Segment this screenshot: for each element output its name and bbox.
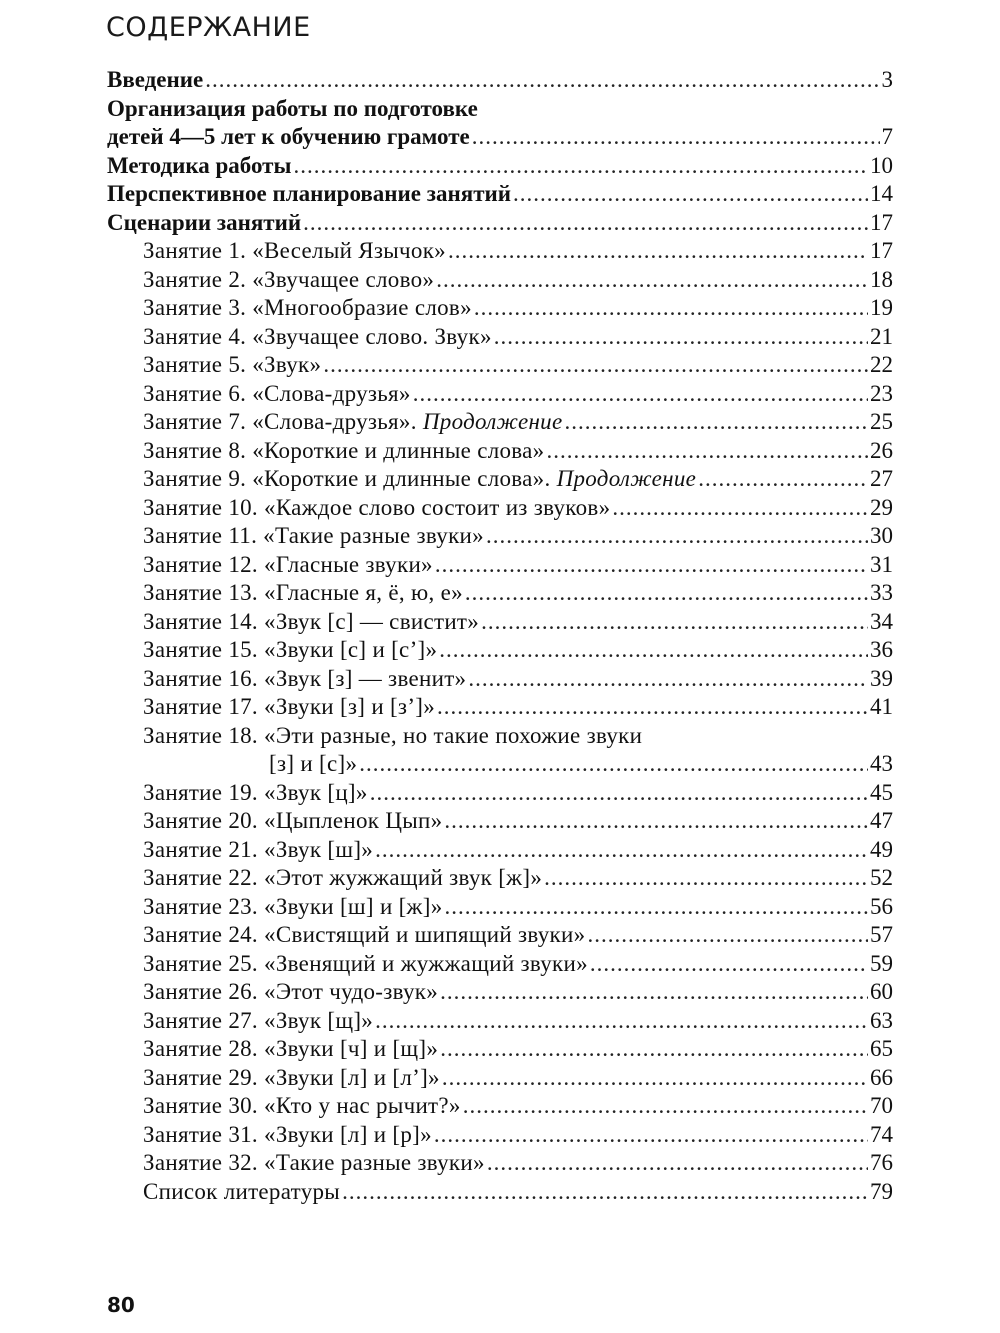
dot-leader xyxy=(590,950,868,979)
entry-page: 3 xyxy=(881,67,893,92)
dot-leader xyxy=(342,1178,868,1207)
entry-page: 57 xyxy=(870,922,893,947)
entry-page: 60 xyxy=(870,979,893,1004)
toc-entry-lesson-27[interactable] xyxy=(107,1007,893,1036)
toc-entry-lesson-14[interactable] xyxy=(107,608,893,637)
entry-title: Занятие 32. «Такие разные звуки» xyxy=(143,1150,485,1175)
toc-entry-lesson-2[interactable] xyxy=(107,266,893,295)
entry-title: Занятие 4. «Звучащее слово. Звук» xyxy=(143,323,492,349)
toc-entry-lesson-22[interactable] xyxy=(107,864,893,893)
entry-title: Занятие 23. «Звуки [ш] и [ж]» xyxy=(143,893,443,919)
entry-page: 22 xyxy=(870,352,893,377)
entry-title: детей 4—5 лет к обучению грамоте xyxy=(107,124,470,149)
entry-page: 17 xyxy=(870,209,893,235)
entry-title: Занятие 13. «Гласные я, ё, ю, е» xyxy=(143,580,463,605)
entry-page: 14 xyxy=(870,181,893,206)
entry-title: Занятие 6. «Слова-друзья» xyxy=(143,380,411,406)
toc-entry-lesson-6[interactable] xyxy=(107,380,893,409)
toc-entry-lesson-20[interactable] xyxy=(107,807,893,836)
dot-leader xyxy=(513,180,868,209)
dot-leader xyxy=(434,1121,868,1150)
dot-leader xyxy=(375,1007,868,1036)
entry-title: Занятие 19. «Звук [ц]» xyxy=(143,779,368,805)
entry-page: 26 xyxy=(870,437,893,463)
dot-leader xyxy=(494,323,868,352)
dot-leader xyxy=(303,209,868,238)
entry-page: 79 xyxy=(870,1178,893,1204)
toc-entry-lesson-31[interactable] xyxy=(107,1121,893,1150)
toc-entry-lesson-18-line2[interactable] xyxy=(107,750,893,779)
toc-entry-lesson-13[interactable] xyxy=(107,579,893,608)
dot-leader xyxy=(440,978,868,1007)
dot-leader xyxy=(442,1064,868,1093)
dot-leader xyxy=(474,294,868,323)
dot-leader xyxy=(323,351,868,380)
toc-entry-lesson-32[interactable] xyxy=(107,1149,893,1178)
dot-leader xyxy=(439,636,868,665)
continuation-note: Продолжение xyxy=(422,409,563,434)
toc-entry-lesson-7[interactable] xyxy=(107,408,893,437)
entry-title: Занятие 21. «Звук [ш]» xyxy=(143,836,374,862)
dot-leader xyxy=(544,864,868,893)
toc-entry-lesson-11[interactable] xyxy=(107,522,893,551)
dot-leader xyxy=(546,437,868,466)
entry-title: Занятие 16. «Звук [з] — звенит» xyxy=(143,665,467,691)
toc-entry-planning[interactable] xyxy=(107,180,893,209)
entry-title: Занятие 30. «Кто у нас рычит?» xyxy=(143,1093,461,1118)
dot-leader xyxy=(445,893,868,922)
toc-entry-lesson-3[interactable] xyxy=(107,294,893,323)
entry-title: Список литературы xyxy=(143,1178,341,1204)
dot-leader xyxy=(440,1035,868,1064)
entry-title: Занятие 18. «Эти разные, но такие похожие звуки xyxy=(143,722,643,748)
dot-leader xyxy=(587,921,868,950)
toc-entry-lesson-9[interactable] xyxy=(107,465,893,494)
toc-entry-scenarios[interactable] xyxy=(107,209,893,238)
entry-title: Перспективное планирование занятий xyxy=(107,181,511,206)
entry-page: 18 xyxy=(870,266,893,292)
toc-entry-lesson-16[interactable] xyxy=(107,665,893,694)
toc-entry-lesson-5[interactable] xyxy=(107,351,893,380)
dot-leader xyxy=(465,579,868,608)
entry-page: 17 xyxy=(870,238,893,263)
entry-page: 34 xyxy=(870,608,893,634)
entry-page: 27 xyxy=(870,466,893,491)
entry-title: Занятие 3. «Многообразие слов» xyxy=(143,295,472,320)
toc-entry-lesson-24[interactable] xyxy=(107,921,893,950)
entry-page: 70 xyxy=(870,1093,893,1118)
dot-leader xyxy=(435,551,868,580)
entry-title: Занятие 24. «Свистящий и шипящий звуки» xyxy=(143,922,586,947)
toc-entry-lesson-4[interactable] xyxy=(107,323,893,352)
toc-entry-lesson-28[interactable] xyxy=(107,1035,893,1064)
entry-page: 47 xyxy=(870,808,893,833)
dot-leader xyxy=(612,494,868,523)
entry-title: Методика работы xyxy=(107,152,292,178)
dot-leader xyxy=(370,779,868,808)
entry-title: Занятие 8. «Короткие и длинные слова» xyxy=(143,437,545,463)
toc-entry-organization-line2[interactable] xyxy=(107,123,893,152)
entry-page: 36 xyxy=(870,637,893,662)
entry-title: Занятие 25. «Звенящий и жужжащий звуки» xyxy=(143,950,588,976)
entry-title: Занятие 2. «Звучащее слово» xyxy=(143,266,435,292)
dot-leader xyxy=(487,1149,868,1178)
entry-title: Занятие 9. «Короткие и длинные слова». Продолжение xyxy=(143,466,697,491)
entry-title: Занятие 26. «Этот чудо-звук» xyxy=(143,979,439,1004)
entry-page: 33 xyxy=(870,580,893,605)
entry-page: 59 xyxy=(870,950,893,976)
toc-entry-lesson-15[interactable] xyxy=(107,636,893,665)
dot-leader xyxy=(436,266,868,295)
toc-entry-introduction[interactable] xyxy=(107,66,893,95)
entry-page: 30 xyxy=(870,523,893,548)
entry-title: Занятие 15. «Звуки [с] и [с’]» xyxy=(143,637,438,662)
dot-leader xyxy=(463,1092,868,1121)
toc-entry-lesson-26[interactable] xyxy=(107,978,893,1007)
entry-title: [з] и [с]» xyxy=(269,751,358,776)
entry-page: 74 xyxy=(870,1121,893,1147)
entry-page: 31 xyxy=(870,551,893,577)
entry-title: Занятие 28. «Звуки [ч] и [щ]» xyxy=(143,1036,439,1061)
entry-title: Сценарии занятий xyxy=(107,209,302,235)
entry-title: Введение xyxy=(107,67,204,92)
entry-title: Занятие 20. «Цыпленок Цып» xyxy=(143,808,443,833)
toc-entry-lesson-29[interactable] xyxy=(107,1064,893,1093)
continuation-note: Продолжение xyxy=(556,466,697,491)
toc-entry-lesson-18-line1[interactable] xyxy=(107,722,893,751)
toc-entry-lesson-21[interactable] xyxy=(107,836,893,865)
dot-leader xyxy=(448,237,868,266)
toc-entry-lesson-1[interactable] xyxy=(107,237,893,266)
entry-title: Занятие 17. «Звуки [з] и [з’]» xyxy=(143,694,436,719)
dot-leader xyxy=(205,66,879,95)
entry-page: 66 xyxy=(870,1064,893,1090)
entry-title: Занятие 29. «Звуки [л] и [л’]» xyxy=(143,1064,440,1090)
page-number: 80 xyxy=(107,1293,135,1317)
entry-page: 10 xyxy=(870,152,893,178)
entry-page: 76 xyxy=(870,1150,893,1175)
entry-page: 29 xyxy=(870,494,893,520)
dot-leader xyxy=(486,522,868,551)
entry-page: 49 xyxy=(870,836,893,862)
entry-page: 39 xyxy=(870,665,893,691)
toc-entry-lesson-10[interactable] xyxy=(107,494,893,523)
dot-leader xyxy=(472,123,880,152)
toc-entry-lesson-23[interactable] xyxy=(107,893,893,922)
entry-page: 19 xyxy=(870,295,893,320)
entry-title: Занятие 22. «Этот жужжащий звук [ж]» xyxy=(143,865,543,890)
dot-leader xyxy=(468,665,868,694)
dot-leader xyxy=(437,693,868,722)
entry-page: 63 xyxy=(870,1007,893,1033)
dot-leader xyxy=(698,465,868,494)
entry-title: Занятие 27. «Звук [щ]» xyxy=(143,1007,374,1033)
table-of-contents xyxy=(107,66,893,1206)
entry-page: 45 xyxy=(870,779,893,805)
toc-entry-organization-line1[interactable] xyxy=(107,95,893,124)
entry-page: 23 xyxy=(870,380,893,406)
entry-page: 21 xyxy=(870,323,893,349)
dot-leader xyxy=(293,152,868,181)
entry-title: Занятие 12. «Гласные звуки» xyxy=(143,551,433,577)
entry-title: Занятие 14. «Звук [с] — свистит» xyxy=(143,608,480,634)
toc-entry-lesson-25[interactable] xyxy=(107,950,893,979)
entry-title: Занятие 31. «Звуки [л] и [р]» xyxy=(143,1121,432,1147)
toc-entry-lesson-30[interactable] xyxy=(107,1092,893,1121)
entry-page: 52 xyxy=(870,865,893,890)
entry-page: 43 xyxy=(870,751,893,776)
dot-leader xyxy=(413,380,868,409)
entry-page: 41 xyxy=(870,694,893,719)
toc-entry-bibliography[interactable] xyxy=(107,1178,893,1207)
entry-page: 65 xyxy=(870,1036,893,1061)
toc-entry-lesson-12[interactable] xyxy=(107,551,893,580)
entry-title: Организация работы по подготовке xyxy=(107,95,478,121)
entry-page: 7 xyxy=(881,124,893,149)
entry-title: Занятие 1. «Веселый Язычок» xyxy=(143,238,446,263)
toc-entry-lesson-17[interactable] xyxy=(107,693,893,722)
page-title: СОДЕРЖАНИЕ xyxy=(106,12,311,43)
dot-leader xyxy=(444,807,868,836)
dot-leader xyxy=(375,836,868,865)
entry-title: Занятие 10. «Каждое слово состоит из звуков» xyxy=(143,494,611,520)
dot-leader xyxy=(481,608,868,637)
toc-entry-methodology[interactable] xyxy=(107,152,893,181)
toc-entry-lesson-19[interactable] xyxy=(107,779,893,808)
entry-page: 56 xyxy=(870,893,893,919)
entry-title: Занятие 11. «Такие разные звуки» xyxy=(143,523,484,548)
dot-leader xyxy=(564,408,868,437)
entry-title: Занятие 5. «Звук» xyxy=(143,352,322,377)
dot-leader xyxy=(359,750,868,779)
entry-title: Занятие 7. «Слова-друзья». Продолжение xyxy=(143,409,563,434)
toc-entry-lesson-8[interactable] xyxy=(107,437,893,466)
entry-page: 25 xyxy=(870,409,893,434)
